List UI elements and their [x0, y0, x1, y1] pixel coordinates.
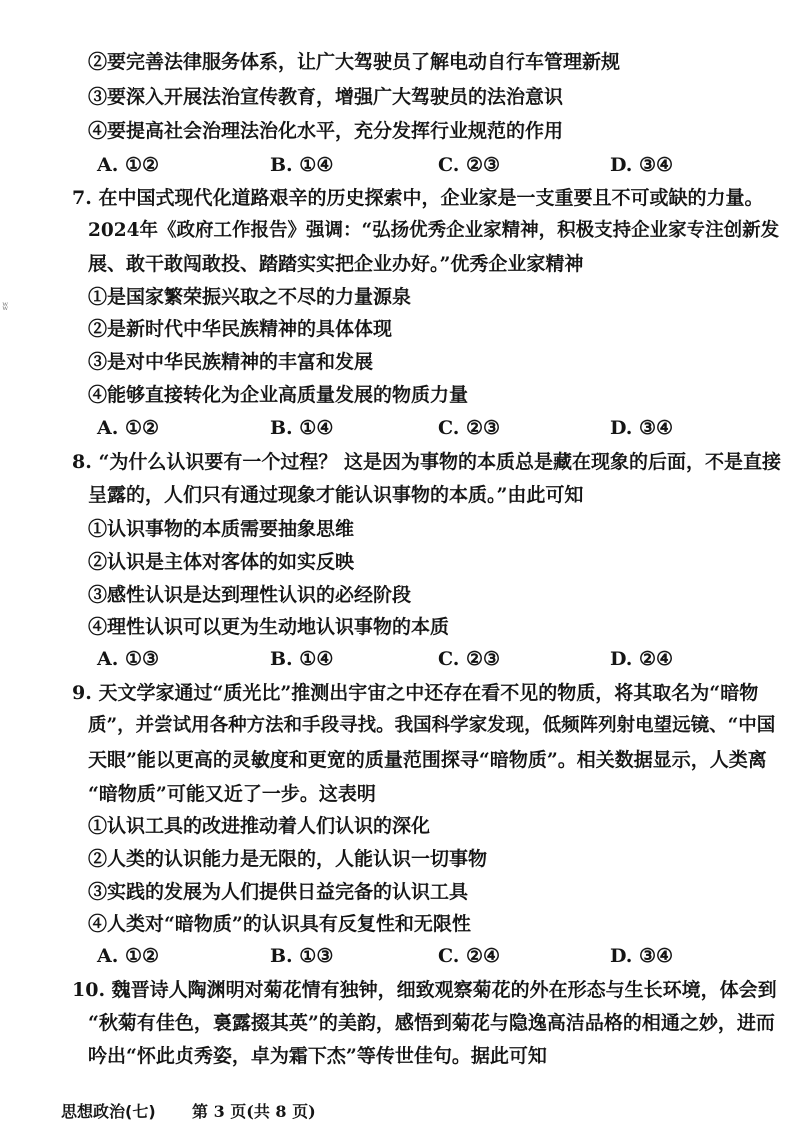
q9-stem-line-1: 9. 天文学家通过“质光比”推测出宇宙之中还存在看不见的物质，将其取名为“暗物: [72, 682, 759, 704]
q7-option-b[interactable]: B. ①④: [270, 417, 334, 439]
q6-statement-4: ④要提高社会治理法治化水平，充分发挥行业规范的作用: [88, 120, 564, 142]
footer-page-number: 第 3 页(共 8 页): [192, 1102, 316, 1121]
q10-stem-line-2: “秋菊有佳色，裛露掇其英”的美韵，感悟到菊花与隐逸高洁品格的相通之妙，进而: [88, 1012, 775, 1034]
q7-statement-4: ④能够直接转化为企业高质量发展的物质力量: [88, 384, 469, 406]
q6-option-b[interactable]: B. ①④: [270, 154, 334, 176]
q7-stem-line-2: 2024年《政府工作报告》强调：“弘扬优秀企业家精神，积极支持企业家专注创新发: [88, 220, 780, 241]
q8-option-c[interactable]: C. ②③: [438, 648, 501, 670]
q6-option-d[interactable]: D. ③④: [610, 154, 674, 176]
q6-statement-3: ③要深入开展法治宣传教育，增强广大驾驶员的法治意识: [88, 86, 564, 108]
q8-statement-3: ③感性认识是达到理性认识的必经阶段: [88, 584, 412, 606]
q7-statement-3: ③是对中华民族精神的丰富和发展: [88, 351, 374, 373]
q8-stem-line-1: 8. “为什么认识要有一个过程？ 这是因为事物的本质总是藏在现象的后面，不是直接: [72, 451, 781, 473]
q9-stem-line-3: 天眼”能以更高的灵敏度和更宽的质量范围探寻“暗物质”。相关数据显示，人类离: [88, 749, 767, 771]
q8-stem-line-2: 呈露的，人们只有通过现象才能认识事物的本质。”由此可知: [88, 484, 584, 506]
q8-statement-4: ④理性认识可以更为生动地认识事物的本质: [88, 616, 450, 638]
q9-option-b[interactable]: B. ①③: [270, 945, 334, 967]
q8-statement-1: ①认识事物的本质需要抽象思维: [88, 518, 355, 540]
q9-statement-1: ①认识工具的改进推动着人们认识的深化: [88, 815, 431, 837]
q9-stem-line-2: 质”，并尝试用各种方法和手段寻找。我国科学家发现，低频阵列射电望远镜、“中国: [88, 715, 776, 736]
q6-option-a[interactable]: A. ①②: [97, 154, 160, 176]
q7-statement-1: ①是国家繁荣振兴取之不尽的力量源泉: [88, 286, 412, 308]
q7-statement-2: ②是新时代中华民族精神的具体体现: [88, 318, 393, 340]
q7-option-d[interactable]: D. ③④: [610, 417, 674, 439]
scan-mark: ʬ: [2, 300, 9, 313]
q9-option-c[interactable]: C. ②④: [438, 945, 501, 967]
q9-option-a[interactable]: A. ①②: [97, 945, 160, 967]
q8-option-b[interactable]: B. ①④: [270, 648, 334, 670]
q6-statement-2: ②要完善法律服务体系，让广大驾驶员了解电动自行车管理新规: [88, 51, 621, 73]
q7-option-c[interactable]: C. ②③: [438, 417, 501, 439]
q6-option-c[interactable]: C. ②③: [438, 154, 501, 176]
q7-stem-line-1: 7. 在中国式现代化道路艰辛的历史探索中，企业家是一支重要且不可或缺的力量。: [72, 187, 764, 209]
q7-option-a[interactable]: A. ①②: [97, 417, 160, 439]
q8-option-d[interactable]: D. ②④: [610, 648, 674, 670]
q10-stem-line-3: 吟出“怀此贞秀姿，卓为霜下杰”等传世佳句。据此可知: [88, 1045, 547, 1067]
q9-statement-2: ②人类的认识能力是无限的，人能认识一切事物: [88, 848, 488, 870]
q9-option-d[interactable]: D. ③④: [610, 945, 674, 967]
q8-statement-2: ②认识是主体对客体的如实反映: [88, 551, 355, 573]
footer-subject: 思想政治(七): [61, 1102, 156, 1121]
q10-stem-line-1: 10. 魏晋诗人陶渊明对菊花情有独钟，细致观察菊花的外在形态与生长环境，体会到: [72, 979, 777, 1001]
q9-statement-3: ③实践的发展为人们提供日益完备的认识工具: [88, 881, 469, 903]
q7-stem-line-3: 展、敢干敢闯敢投、踏踏实实把企业办好。”优秀企业家精神: [88, 253, 584, 275]
q9-stem-line-4: “暗物质”可能又近了一步。这表明: [88, 783, 376, 805]
q9-statement-4: ④人类对“暗物质”的认识具有反复性和无限性: [88, 913, 471, 935]
q8-option-a[interactable]: A. ①③: [97, 648, 160, 670]
